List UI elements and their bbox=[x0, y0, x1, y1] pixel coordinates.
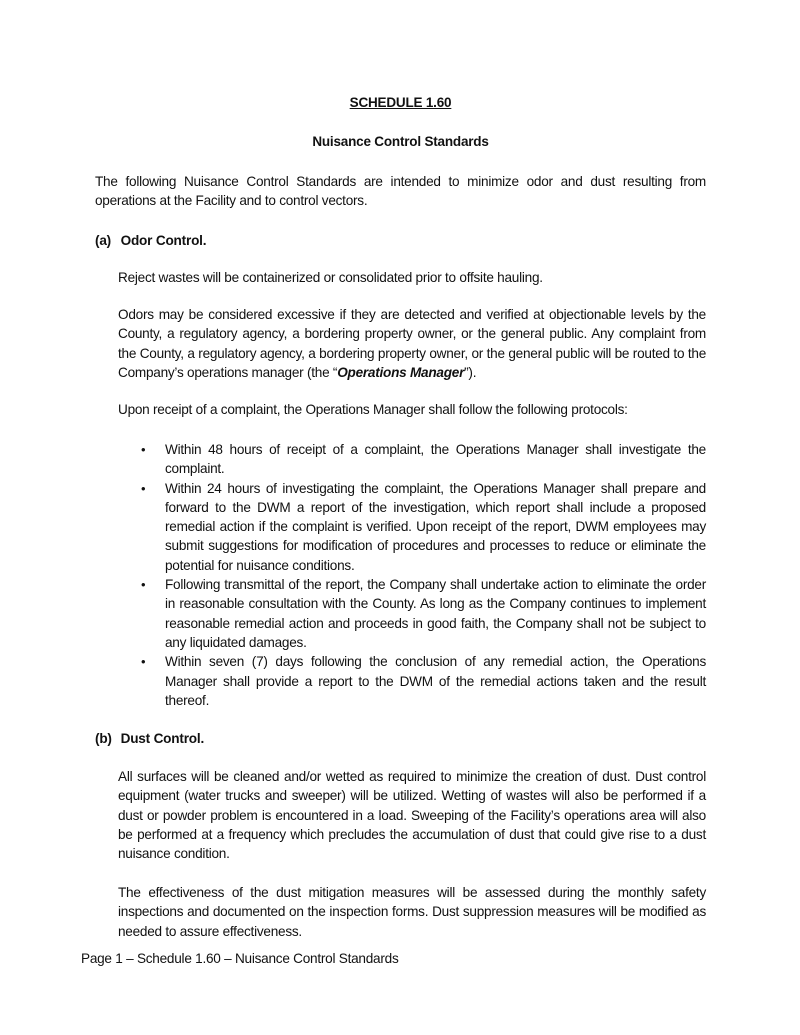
page-footer: Page 1 – Schedule 1.60 – Nuisance Control Standards bbox=[81, 951, 399, 966]
list-item bbox=[141, 652, 706, 710]
document-subtitle: Nuisance Control Standards bbox=[312, 134, 489, 149]
list-item bbox=[141, 479, 706, 575]
bullet-text: Within 48 hours of receipt of a complaint, the Operations Manager shall investigate the complaint. bbox=[165, 442, 706, 477]
defined-term-operations-manager: Operations Manager bbox=[337, 364, 465, 380]
odor-paragraph-reject-wastes: Reject wastes will be containerized or consolidated prior to offsite hauling. bbox=[118, 270, 543, 285]
bullet-icon: • bbox=[141, 577, 146, 593]
bullet-text: Within seven (7) days following the conclusion of any remedial action, the Operations Manager shall provide a report to the DWM of the remedial actions taken and the result thereof. bbox=[165, 654, 706, 708]
odor-paragraph-protocols-intro: Upon receipt of a complaint, the Operations Manager shall follow the following protocols: bbox=[118, 402, 628, 417]
list-item bbox=[141, 440, 706, 479]
dust-paragraph-surfaces: All surfaces will be cleaned and/or wetted as required to minimize the creation of dust. Dust control equipment (water trucks and sweeper) will be utilized. Wetting of wastes will also be performed if a dust or powder problem is encountered in a load. Sweeping of the Facility’s operations area will also be performed at a frequency which precludes the accumulation of dust that could give rise to a dust nuisance condition. bbox=[118, 769, 706, 862]
defined-term-suffix: ”). bbox=[464, 364, 477, 380]
intro-paragraph: The following Nuisance Control Standards are intended to minimize odor and dust resulting from operations at the Facility and to control vectors. bbox=[95, 174, 706, 209]
odor-paragraph-excessive-odors bbox=[118, 305, 706, 382]
bullet-icon: • bbox=[141, 480, 146, 496]
section-heading-dust-control bbox=[95, 731, 204, 746]
odor-paragraph-text: Odors may be considered excessive if they are detected and verified at objectionable levels by the County, a regulatory agency, a bordering property owner, or the general public. Any complaint from the County, a regulatory agency, a bordering property owner, or the general public will be routed to the Company’s operations manager (the “ bbox=[118, 307, 706, 380]
list-item bbox=[141, 575, 706, 652]
bullet-icon: • bbox=[141, 442, 146, 457]
section-heading-odor-control bbox=[95, 233, 206, 248]
bullet-text: Following transmittal of the report, the Company shall undertake action to eliminate the order in reasonable consultation with the County. As long as the Company continues to implement reasonable remedial action and proceeds in good faith, the Company shall not be subject to any liquidated damages. bbox=[165, 577, 706, 650]
section-title: Dust Control. bbox=[120, 731, 205, 746]
section-title: Odor Control. bbox=[120, 233, 207, 248]
bullet-icon: • bbox=[141, 654, 146, 670]
section-label: (a) bbox=[95, 233, 112, 248]
schedule-title: SCHEDULE 1.60 bbox=[349, 95, 452, 110]
section-label: (b) bbox=[95, 731, 112, 746]
protocol-bullet-list bbox=[141, 440, 706, 710]
dust-paragraph-effectiveness: The effectiveness of the dust mitigation measures will be assessed during the monthly safety inspections and documented on the inspection forms. Dust suppression measures will be modified as needed to assure effectiveness. bbox=[118, 885, 706, 939]
bullet-text: Within 24 hours of investigating the complaint, the Operations Manager shall prepare and forward to the DWM a report of the investigation, which report shall include a proposed remedial action if the complaint is verified. Upon receipt of the report, DWM employees may submit suggestions for modification of procedures and processes to reduce or eliminate the potential for nuisance conditions. bbox=[165, 480, 706, 573]
